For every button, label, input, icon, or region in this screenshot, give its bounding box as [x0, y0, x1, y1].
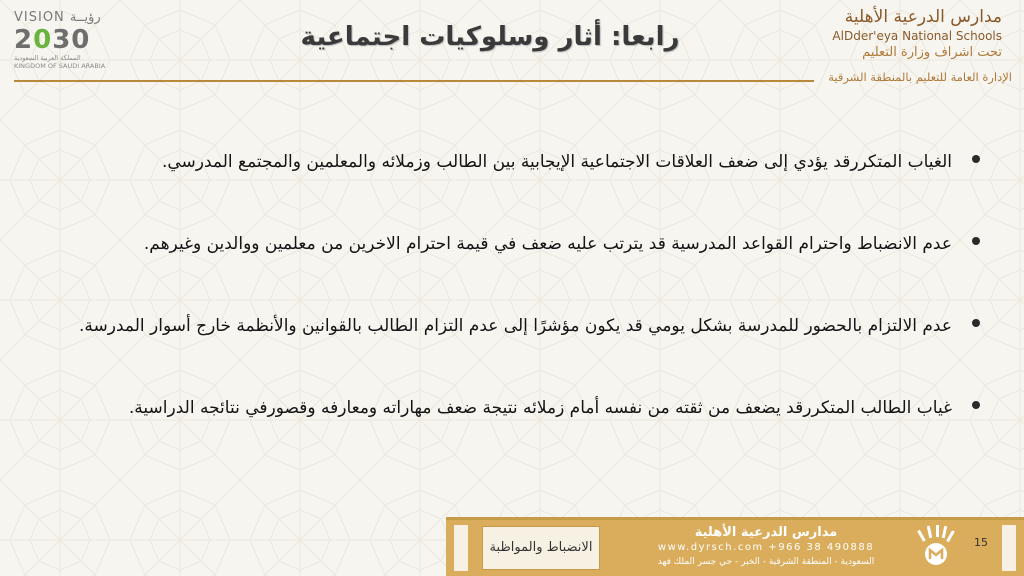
- footer-address: السعودية - المنطقة الشرقية - الخبر - حي جسر الملك فهد: [657, 557, 875, 567]
- vision-sub-ar: المملكة العربية السعودية: [14, 54, 81, 62]
- bullet-item: [30, 396, 980, 478]
- footer-ornament-left: [454, 525, 468, 571]
- bullet-list: [30, 150, 980, 478]
- footer-ornament-right: [1002, 525, 1016, 571]
- vision-year: 2030: [14, 25, 91, 55]
- bullet-item: [30, 314, 980, 396]
- bullet-dot-icon: [972, 155, 980, 163]
- school-emblem-icon: [916, 524, 956, 572]
- vision-2030-logo: [14, 10, 114, 74]
- footer-school-name: مدارس الدرعية الأهلية: [694, 525, 838, 540]
- school-name-en: AlDder'eya National Schools: [832, 29, 1002, 43]
- bullet-dot-icon: [972, 319, 980, 327]
- bullet-item: [30, 150, 980, 232]
- footer-contact: www.dyrsch.com +966 38 490888: [657, 542, 875, 553]
- bullet-text: عدم الالتزام بالحضور للمدرسة بشكل يومي قد يكون مؤشرًا إلى عدم التزام الطالب بالقوانين والأنظمة خارج أسوار المدرسة.: [78, 316, 952, 336]
- bullet-dot-icon: [972, 401, 980, 409]
- vision-sub-en: KINGDOM OF SAUDI ARABIA: [14, 62, 106, 70]
- ministry-supervision: تحت اشراف وزارة التعليم: [862, 45, 1002, 60]
- slide-footer: [446, 517, 1024, 576]
- vision-label: VISION رؤيــة: [14, 10, 101, 25]
- slide-title: رابعا: أثار وسلوكيات اجتماعية: [300, 22, 680, 52]
- school-name-ar: مدارس الدرعية الأهلية: [844, 7, 1002, 27]
- bullet-text: عدم الانضباط واحترام القواعد المدرسية قد يترتب عليه ضعف في قيمة احترام الاخرين من معلمين ووالدين وغيرهم.: [143, 234, 952, 254]
- header-divider: [14, 80, 814, 82]
- slide-header: [0, 0, 1024, 92]
- page-number: 15: [974, 536, 988, 549]
- bullet-text: غياب الطالب المتكررقد يضعف من ثقته من نفسه أمام زملائه نتيجة ضعف مهاراته ومعارفه وقصورفي نتائجه الدراسية.: [128, 398, 952, 418]
- bullet-item: [30, 232, 980, 314]
- education-administration: الإدارة العامة للتعليم بالمنطقة الشرقية: [828, 70, 1012, 84]
- bullet-dot-icon: [972, 237, 980, 245]
- footer-topic-box: الانضباط والمواظبة: [482, 526, 600, 570]
- bullet-text: الغياب المتكررقد يؤدي إلى ضعف العلاقات الاجتماعية الإيجابية بين الطالب وزملائه والمعلمين والمجتمع المدرسي.: [161, 152, 952, 172]
